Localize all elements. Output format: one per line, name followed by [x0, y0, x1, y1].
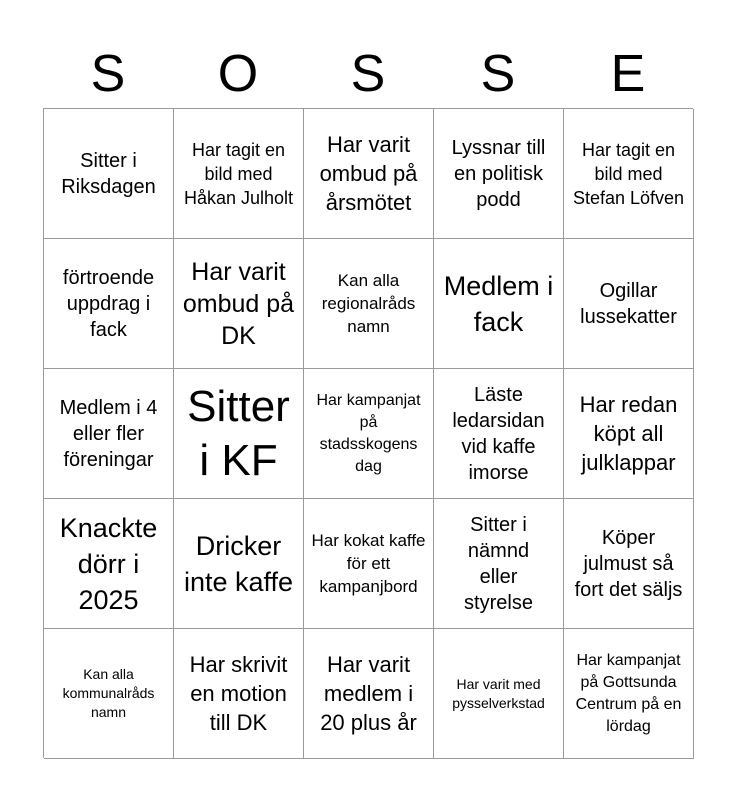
cell-label: Dricker inte kaffe	[183, 530, 294, 597]
bingo-header	[43, 40, 693, 108]
bingo-cell-r1-c3[interactable]	[304, 109, 434, 239]
header-letter-s1: S	[90, 45, 126, 103]
cell-label: Har varit ombud på DK	[182, 257, 295, 350]
bingo-cell-r5-c1[interactable]	[44, 629, 174, 759]
bingo-cell-r2-c2[interactable]	[174, 239, 304, 369]
bingo-cell-r3-c2[interactable]	[174, 369, 304, 499]
bingo-cell-r2-c4[interactable]	[434, 239, 564, 369]
cell-label: Har varit ombud på årsmötet	[319, 132, 418, 215]
bingo-cell-r5-c5[interactable]	[564, 629, 694, 759]
bingo-cell-r2-c1[interactable]	[44, 239, 174, 369]
bingo-cell-r4-c5[interactable]	[564, 499, 694, 629]
bingo-cell-r5-c4[interactable]	[434, 629, 564, 759]
cell-label: Läste ledarsidan vid kaffe imorse	[452, 383, 545, 484]
bingo-cell-r1-c4[interactable]	[434, 109, 564, 239]
cell-label: Har kampanjat på stadsskogens dag	[316, 391, 421, 475]
bingo-cell-r4-c2[interactable]	[174, 499, 304, 629]
bingo-cell-r1-c1[interactable]	[44, 109, 174, 239]
bingo-cell-r1-c5[interactable]	[564, 109, 694, 239]
cell-label: Har varit med pysselverkstad	[452, 675, 545, 711]
cell-label: Kan alla kommunalråds namn	[62, 666, 155, 720]
cell-label: Knackte dörr i 2025	[59, 512, 158, 615]
header-letter-o: O	[217, 45, 259, 103]
bingo-cell-r5-c3[interactable]	[304, 629, 434, 759]
cell-label: Har kampanjat på Gottsunda Centrum på en lördag	[575, 651, 682, 735]
cell-label: förtroende uppdrag i fack	[62, 266, 155, 341]
cell-label: Har redan köpt all julklappar	[579, 392, 678, 475]
bingo-cell-r5-c2[interactable]	[174, 629, 304, 759]
cell-label: Medlem i 4 eller fler föreningar	[59, 396, 158, 471]
cell-label: Köper julmust så fort det säljs	[574, 526, 683, 601]
cell-label: Ogillar lussekatter	[580, 279, 677, 328]
cell-label: Har varit medlem i 20 plus år	[320, 652, 417, 735]
cell-label: Sitter i KF	[187, 381, 290, 485]
bingo-grid	[43, 108, 693, 758]
cell-label: Har kokat kaffe för ett kampanjbord	[311, 531, 426, 596]
bingo-cell-r2-c3[interactable]	[304, 239, 434, 369]
cell-label: Medlem i fack	[443, 270, 554, 337]
cell-label: Har skrivit en motion till DK	[189, 652, 288, 735]
header-letter-e: E	[610, 45, 646, 103]
bingo-cell-r3-c4[interactable]	[434, 369, 564, 499]
header-letter-s3: S	[480, 45, 516, 103]
bingo-cell-r4-c1[interactable]	[44, 499, 174, 629]
cell-label: Lyssnar till en politisk podd	[451, 136, 546, 211]
bingo-cell-r3-c3[interactable]	[304, 369, 434, 499]
cell-label: Har tagit en bild med Stefan Löfven	[572, 139, 685, 208]
bingo-cell-r3-c5[interactable]	[564, 369, 694, 499]
bingo-cell-r1-c2[interactable]	[174, 109, 304, 239]
cell-label: Har tagit en bild med Håkan Julholt	[183, 139, 294, 208]
bingo-cell-r4-c3[interactable]	[304, 499, 434, 629]
bingo-cell-r4-c4[interactable]	[434, 499, 564, 629]
cell-label: Sitter i nämnd eller styrelse	[464, 513, 533, 614]
bingo-cell-r3-c1[interactable]	[44, 369, 174, 499]
cell-label: Sitter i Riksdagen	[61, 149, 156, 198]
header-letter-s2: S	[350, 45, 386, 103]
bingo-cell-r2-c5[interactable]	[564, 239, 694, 369]
cell-label: Kan alla regionalråds namn	[321, 271, 416, 336]
